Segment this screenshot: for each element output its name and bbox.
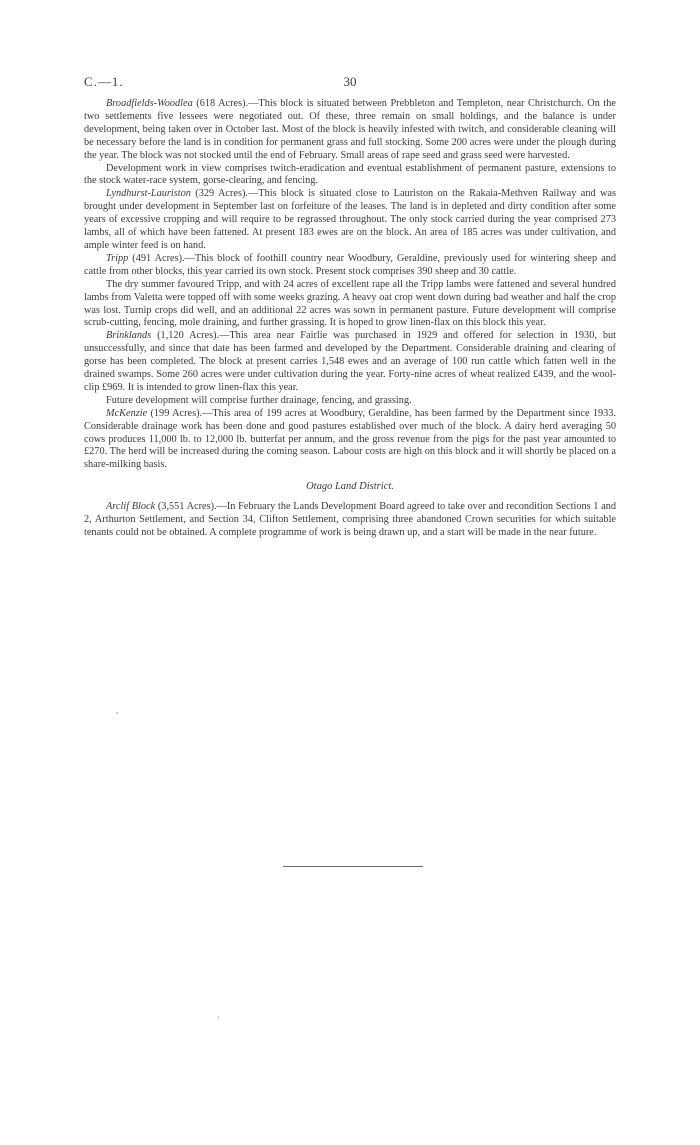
paragraph-mckenzie bbox=[84, 408, 616, 473]
paragraph-tripp bbox=[84, 253, 616, 279]
paragraph-broadfields bbox=[84, 98, 616, 163]
scan-speck bbox=[218, 1016, 219, 1019]
page-number: 30 bbox=[343, 74, 357, 89]
paragraph-brinklands bbox=[84, 330, 616, 395]
paragraph-arclif bbox=[84, 501, 616, 540]
scan-speck bbox=[116, 712, 118, 714]
paragraph-brinklands-future bbox=[84, 395, 616, 408]
document-reference: C.—1. bbox=[84, 74, 124, 89]
paragraph-text: (199 Acres).—This area of 199 acres at Woodbury, Geraldine, has been farmed by the Department since 1933. Considerable drainage work has been done and good pastures established over much of the block. A dairy herd averaging 50 cows produces 11,000 lb. to 12,000 lb. butterfat per annum, and the gross revenue from the pigs for the past year amounted to £270. The herd will be increased during the coming season. Labour costs are high on this block and it will shortly be placed on a share-milking basis. bbox=[84, 407, 616, 471]
block-name: Brinklands bbox=[106, 330, 152, 342]
block-name: Tripp bbox=[106, 252, 129, 264]
paragraph-development-work bbox=[84, 163, 616, 189]
paragraph-text: (618 Acres).—This block is situated between Prebbleton and Templeton, near Christchurch. On the two settlements five lessees were negotiated out. Of these, three remain on small holdings, and the balance is under development, being taken over in October last. Most of the block is heavily infested with twitch, and considerable cleaning will be necessary before the land is in condition for permanent grass and full stocking. Some 200 acres were under the plough during the year. The block was not stocked until the end of February. Small areas of rape seed and grass seed were harvested. bbox=[84, 98, 616, 161]
section-heading-otago: Otago Land District. bbox=[306, 481, 394, 493]
paragraph-text: (3,551 Acres).—In February the Lands Development Board agreed to take over and recondition Sections 1 and 2, Arthurton Settlement, and Section 34, Clifton Settlement, comprising three abandoned Crown securities for which suitable tenants could not be obtained. A complete programme of work is being drawn up, and a start will be made in the near future. bbox=[84, 501, 616, 539]
end-rule bbox=[283, 866, 423, 867]
block-name: Lyndhurst-Lauriston bbox=[106, 188, 191, 200]
paragraph-tripp-summer bbox=[84, 279, 616, 331]
paragraph-text: (491 Acres).—This block of foothill country near Woodbury, Geraldine, previously used for wintering sheep and cattle from other blocks, this year carried its own stock. Present stock comprises 390 sheep and 30 cattle. bbox=[84, 252, 616, 277]
paragraph-text: Future development will comprise further drainage, fencing, and grassing. bbox=[106, 394, 412, 406]
block-name: McKenzie bbox=[106, 407, 148, 419]
page-header bbox=[84, 74, 616, 92]
block-name: Broadfields-Woodlea bbox=[106, 98, 193, 109]
paragraph-text: (1,120 Acres).—This area near Fairlie was purchased in 1929 and offered for selection in 1930, but unsuccessfully, and since that date has been farmed and developed by the Department. Considerable draining and clearing of gorse has been completed. The block at present carries 1,548 ewes and an average of 100 run cattle which fatten well in the drained swamps. Some 260 acres were under cultivation during the year. Forty-nine acres of wheat realized £439, and the wool-clip £969. It is intended to grow linen-flax this year. bbox=[84, 330, 616, 393]
block-name: Arclif Block bbox=[106, 501, 156, 513]
document-body bbox=[84, 98, 616, 540]
paragraph-text: Development work in view comprises twitch-eradication and eventual establishment of permanent pasture, extensions to the stock water-race system, gorse-clearing, and fencing. bbox=[84, 162, 616, 187]
paragraph-lyndhurst bbox=[84, 188, 616, 253]
paragraph-text: (329 Acres).—This block is situated close to Lauriston on the Rakaia-Methven Railway and was brought under development in September last on forfeiture of the leases. The land is in depleted and dirty condition after some years of excessive cropping and will require to be regrassed throughout. The only stock carried during the year comprised 273 lambs, all of which have been fattened. At present 183 ewes are on the block. An area of 185 acres was under cultivation, and ample winter feed is on hand. bbox=[84, 188, 616, 251]
paragraph-text: The dry summer favoured Tripp, and with 24 acres of excellent rape all the Tripp lambs were fattened and several hundred lambs from Valetta were topped off with some weeks grazing. A heavy oat crop went down during bad weather and half the crop was lost. Turnip crops did well, and an additional 22 acres was sown in permanent pasture. Future development will comprise scrub-cutting, fencing, mole draining, and further grassing. It is hoped to grow linen-flax on this block this year. bbox=[84, 278, 616, 329]
